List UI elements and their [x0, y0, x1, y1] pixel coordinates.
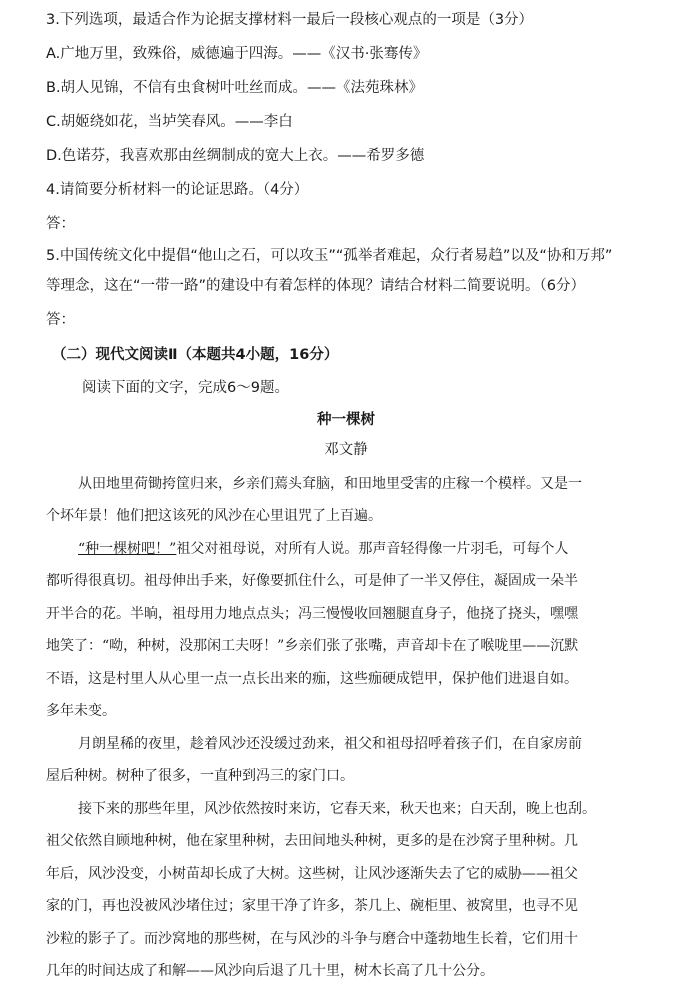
paragraph-4-line-1: 接下来的那些年里，风沙依然按时来访，它春天来，秋天也来；白天刮，晚上也刮。 [78, 801, 596, 817]
paragraph-1-line-1: 从田地里荷锄挎筐归来，乡亲们蔫头耷脑，和田地里受害的庄稼一个模样。又是一 [78, 476, 582, 492]
paragraph-4-line-3: 年后，风沙没变，小树苗却长成了大树。这些树，让风沙逐渐失去了它的威胁——祖父 [46, 866, 578, 882]
question-3-option-a: A.广地万里，致殊俗，威德遍于四海。——《汉书·张骞传》 [46, 46, 428, 62]
paragraph-2-line-6: 多年未变。 [46, 703, 116, 719]
quoted-speech: “种一棵树吧！” [78, 541, 177, 557]
question-3-option-c: C.胡姬绕如花，当垆笑春风。——李白 [46, 114, 293, 130]
paragraph-2-line-3: 开半合的花。半晌，祖母用力地点点头；冯三慢慢收回翘腿直身子，他挠了挠头，嘿嘿 [46, 606, 578, 622]
paragraph-4-line-6: 几年的时间达成了和解——风沙向后退了几十里，树木长高了几十公分。 [46, 963, 494, 979]
paragraph-4-line-5: 沙粒的影子了。而沙窝地的那些树，在与风沙的斗争与磨合中蓬勃地生长着，它们用十 [46, 931, 578, 947]
section-instruction: 阅读下面的文字，完成6～9题。 [82, 380, 289, 396]
paragraph-3-line-1: 月朗星稀的夜里，趁着风沙还没缓过劲来，祖父和祖母招呼着孩子们，在自家房前 [78, 736, 582, 752]
paragraph-4-line-2: 祖父依然自顾地种树，他在家里种树，去田间地头种树，更多的是在沙窝子里种树。几 [46, 833, 578, 849]
article-title: 种一棵树 [317, 412, 375, 428]
paragraph-2-line-2: 都听得很真切。祖母伸出手来，好像要抓住什么，可是伸了一半又停住，凝固成一朵半 [46, 573, 578, 589]
question-4-stem: 4.请简要分析材料一的论证思路。（4分） [46, 182, 309, 198]
question-5-stem-line-2: 等理念，这在“一带一路”的建设中有着怎样的体现？请结合材料二简要说明。（6分） [46, 278, 585, 294]
paragraph-2-line-5: 不语，这是村里人从心里一点一点长出来的痂，这些痂硬成铠甲，保护他们进退自如。 [46, 671, 578, 687]
paragraph-2-line-1-rest: 祖父对祖母说，对所有人说。那声音轻得像一片羽毛，可每个人 [176, 541, 569, 557]
question-3-option-b: B.胡人见锦，不信有虫食树叶吐丝而成。——《法苑珠林》 [46, 80, 424, 96]
question-3-option-d: D.色诺芬，我喜欢那由丝绸制成的宽大上衣。——希罗多德 [46, 148, 425, 164]
paragraph-2-line-1 [78, 539, 662, 559]
section-heading: （二）现代文阅读Ⅱ（本题共4小题，16分） [52, 347, 339, 363]
paragraph-1-line-2: 个坏年景！他们把这该死的风沙在心里诅咒了上百遍。 [46, 508, 382, 524]
question-3-stem: 3.下列选项，最适合作为论据支撑材料一最后一段核心观点的一项是（3分） [46, 12, 534, 28]
paragraph-4-line-4: 家的门，再也没被风沙堵住过；家里干净了许多，茶几上、碗柜里、被窝里，也寻不见 [46, 898, 578, 914]
question-5-stem-line-1: 5.中国传统文化中提倡“他山之石，可以攻玉”“孤举者难起，众行者易趋”以及“协和万邦” [46, 248, 613, 264]
question-5-answer-label: 答： [46, 312, 75, 328]
question-4-answer-label: 答： [46, 216, 75, 232]
paragraph-2-line-4: 地笑了：“呦，种树，没那闲工夫呀！”乡亲们张了张嘴，声音却卡在了喉咙里——沉默 [46, 638, 579, 654]
paragraph-3-line-2: 屋后种树。树种了很多，一直种到冯三的家门口。 [46, 768, 354, 784]
article-author: 邓文静 [324, 442, 368, 458]
